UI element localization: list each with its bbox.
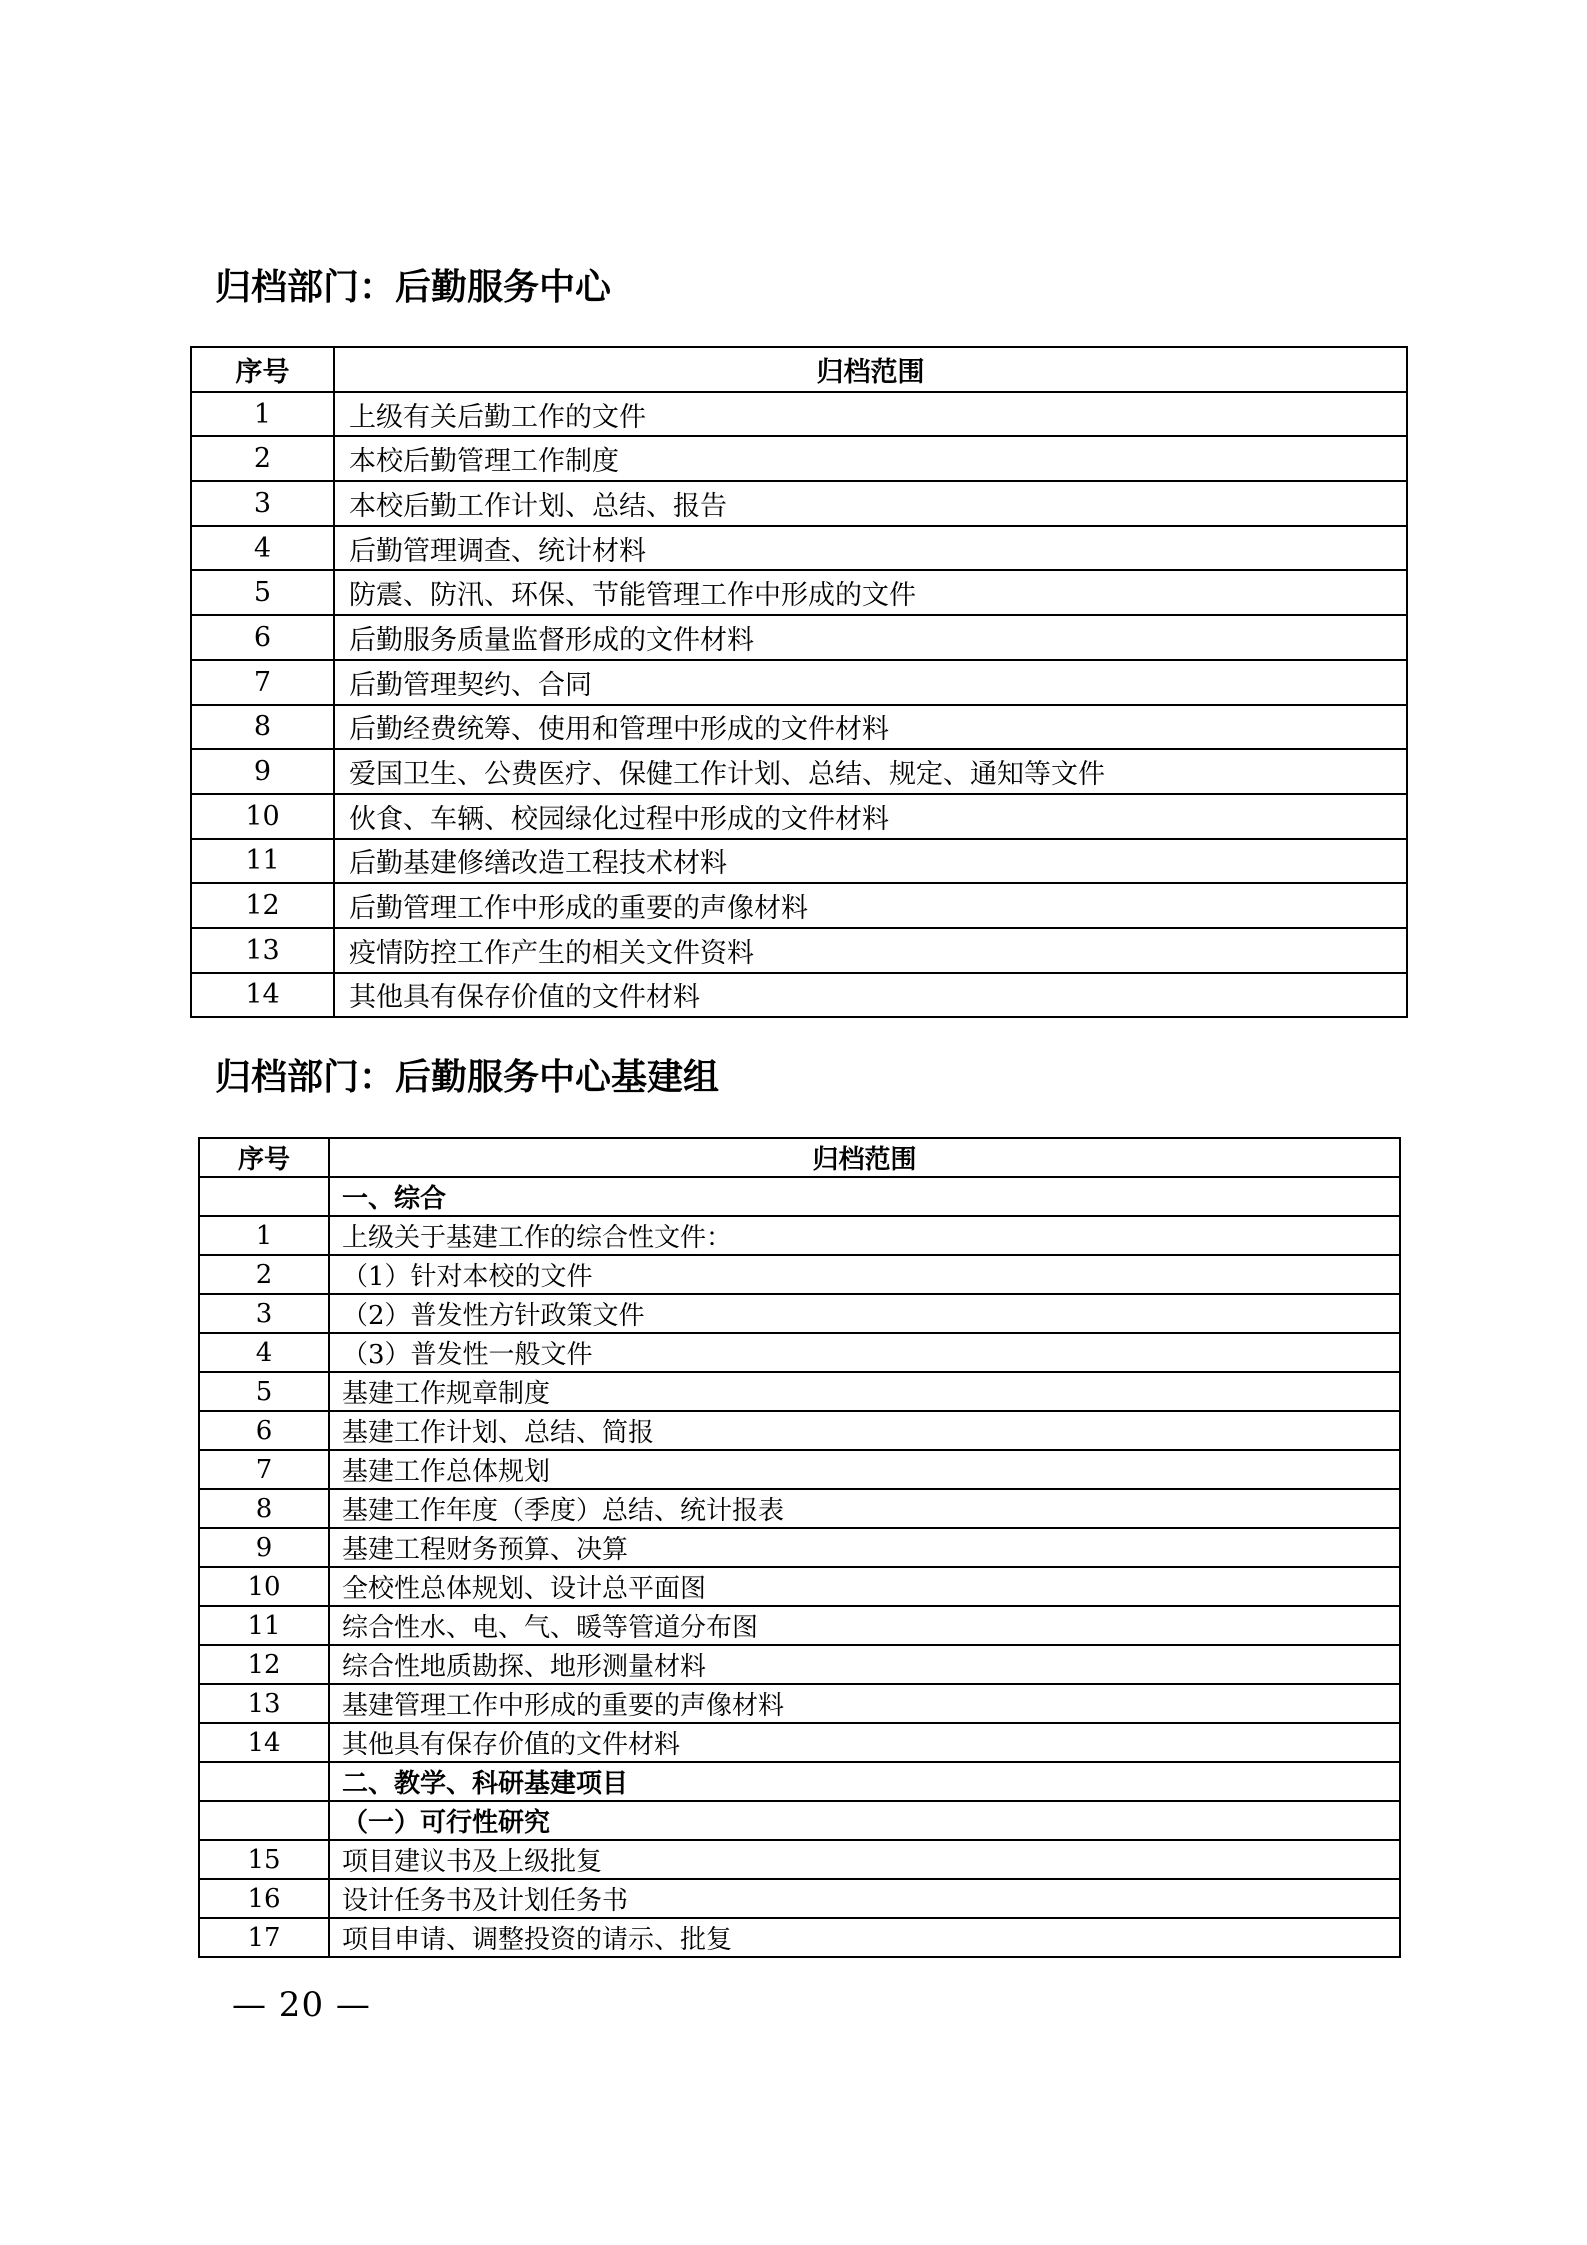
serial-number-cell: 8 xyxy=(199,1489,329,1528)
table-row xyxy=(191,794,1407,839)
serial-number-cell: 9 xyxy=(191,749,334,794)
table-row xyxy=(191,749,1407,794)
table-row xyxy=(199,1255,1400,1294)
table-row xyxy=(199,1333,1400,1372)
serial-number-cell: 14 xyxy=(199,1723,329,1762)
table-row xyxy=(191,839,1407,884)
scope-description-cell: 全校性总体规划、设计总平面图 xyxy=(329,1567,1400,1606)
table-row xyxy=(191,436,1407,481)
scope-description-cell: 防震、防汛、环保、节能管理工作中形成的文件 xyxy=(334,570,1407,615)
scope-description-cell: 基建管理工作中形成的重要的声像材料 xyxy=(329,1684,1400,1723)
scope-description-cell: 基建工作规章制度 xyxy=(329,1372,1400,1411)
table-section-row xyxy=(199,1177,1400,1216)
serial-number-cell: 1 xyxy=(199,1216,329,1255)
table-row xyxy=(199,1372,1400,1411)
scope-description-cell: 综合性水、电、气、暖等管道分布图 xyxy=(329,1606,1400,1645)
table-row xyxy=(191,705,1407,750)
table-row xyxy=(191,615,1407,660)
serial-number-cell: 14 xyxy=(191,973,334,1018)
serial-number-cell: 6 xyxy=(191,615,334,660)
serial-number-cell: 7 xyxy=(191,660,334,705)
scope-description-cell: （2）普发性方针政策文件 xyxy=(329,1294,1400,1333)
table-row xyxy=(191,526,1407,571)
scope-description-cell: 本校后勤工作计划、总结、报告 xyxy=(334,481,1407,526)
column-header-serial: 序号 xyxy=(191,347,334,392)
table-row xyxy=(199,1294,1400,1333)
section-title-cell: 二、教学、科研基建项目 xyxy=(329,1762,1400,1801)
scope-description-cell: 后勤服务质量监督形成的文件材料 xyxy=(334,615,1407,660)
serial-number-cell: 11 xyxy=(191,839,334,884)
scope-description-cell: 其他具有保存价值的文件材料 xyxy=(329,1723,1400,1762)
scope-description-cell: 上级有关后勤工作的文件 xyxy=(334,392,1407,437)
serial-number-cell: 2 xyxy=(191,436,334,481)
scope-description-cell: 疫情防控工作产生的相关文件资料 xyxy=(334,928,1407,973)
serial-number-cell: 1 xyxy=(191,392,334,437)
serial-number-cell: 16 xyxy=(199,1879,329,1918)
scope-description-cell: 后勤管理契约、合同 xyxy=(334,660,1407,705)
column-header-scope: 归档范围 xyxy=(329,1138,1400,1177)
table-row xyxy=(199,1684,1400,1723)
serial-number-cell: 11 xyxy=(199,1606,329,1645)
scope-description-cell: 基建工作年度（季度）总结、统计报表 xyxy=(329,1489,1400,1528)
section-heading-construction-group: 归档部门：后勤服务中心基建组 xyxy=(215,1057,720,1098)
table-row xyxy=(199,1606,1400,1645)
table-row xyxy=(199,1567,1400,1606)
table-row xyxy=(199,1528,1400,1567)
section-title-cell: （一）可行性研究 xyxy=(329,1801,1400,1840)
section-title-cell: 一、综合 xyxy=(329,1177,1400,1216)
serial-number-cell: 3 xyxy=(199,1294,329,1333)
serial-number-cell: 6 xyxy=(199,1411,329,1450)
table-row xyxy=(191,660,1407,705)
serial-number-cell: 5 xyxy=(199,1372,329,1411)
scope-description-cell: 其他具有保存价值的文件材料 xyxy=(334,973,1407,1018)
table-header-row xyxy=(191,347,1407,392)
serial-number-cell: 2 xyxy=(199,1255,329,1294)
serial-number-cell xyxy=(199,1801,329,1840)
table-row xyxy=(199,1840,1400,1879)
scope-description-cell: 爱国卫生、公费医疗、保健工作计划、总结、规定、通知等文件 xyxy=(334,749,1407,794)
serial-number-cell: 12 xyxy=(199,1645,329,1684)
serial-number-cell: 10 xyxy=(199,1567,329,1606)
table-row xyxy=(199,1411,1400,1450)
serial-number-cell: 8 xyxy=(191,705,334,750)
scope-description-cell: 后勤基建修缮改造工程技术材料 xyxy=(334,839,1407,884)
table-row xyxy=(191,570,1407,615)
serial-number-cell: 7 xyxy=(199,1450,329,1489)
serial-number-cell: 9 xyxy=(199,1528,329,1567)
serial-number-cell: 4 xyxy=(191,526,334,571)
table-row xyxy=(199,1918,1400,1957)
serial-number-cell: 13 xyxy=(191,928,334,973)
table-row xyxy=(199,1879,1400,1918)
serial-number-cell xyxy=(199,1177,329,1216)
scope-description-cell: 后勤管理工作中形成的重要的声像材料 xyxy=(334,883,1407,928)
table-row xyxy=(191,928,1407,973)
table-row xyxy=(199,1645,1400,1684)
table-row xyxy=(191,883,1407,928)
scope-description-cell: 项目申请、调整投资的请示、批复 xyxy=(329,1918,1400,1957)
scope-description-cell: 设计任务书及计划任务书 xyxy=(329,1879,1400,1918)
table-row xyxy=(191,973,1407,1018)
archive-scope-table-construction xyxy=(198,1137,1401,1958)
serial-number-cell: 3 xyxy=(191,481,334,526)
scope-description-cell: 基建工作总体规划 xyxy=(329,1450,1400,1489)
scope-description-cell: （1）针对本校的文件 xyxy=(329,1255,1400,1294)
table-header-row xyxy=(199,1138,1400,1177)
scope-description-cell: 基建工作计划、总结、简报 xyxy=(329,1411,1400,1450)
column-header-scope: 归档范围 xyxy=(334,347,1407,392)
serial-number-cell: 10 xyxy=(191,794,334,839)
table-section-row xyxy=(199,1801,1400,1840)
scope-description-cell: 后勤经费统筹、使用和管理中形成的文件材料 xyxy=(334,705,1407,750)
scope-description-cell: 后勤管理调查、统计材料 xyxy=(334,526,1407,571)
scope-description-cell: （3）普发性一般文件 xyxy=(329,1333,1400,1372)
serial-number-cell: 5 xyxy=(191,570,334,615)
table-row xyxy=(191,392,1407,437)
scope-description-cell: 伙食、车辆、校园绿化过程中形成的文件材料 xyxy=(334,794,1407,839)
serial-number-cell: 12 xyxy=(191,883,334,928)
serial-number-cell: 13 xyxy=(199,1684,329,1723)
serial-number-cell: 15 xyxy=(199,1840,329,1879)
page-number: — 20 — xyxy=(232,1985,371,2025)
column-header-serial: 序号 xyxy=(199,1138,329,1177)
table-row xyxy=(199,1216,1400,1255)
serial-number-cell: 4 xyxy=(199,1333,329,1372)
section-heading-logistics-center: 归档部门：后勤服务中心 xyxy=(215,267,612,308)
serial-number-cell xyxy=(199,1762,329,1801)
scope-description-cell: 基建工程财务预算、决算 xyxy=(329,1528,1400,1567)
table-section-row xyxy=(199,1762,1400,1801)
serial-number-cell: 17 xyxy=(199,1918,329,1957)
table-row xyxy=(199,1489,1400,1528)
table-row xyxy=(199,1450,1400,1489)
table-row xyxy=(199,1723,1400,1762)
scope-description-cell: 项目建议书及上级批复 xyxy=(329,1840,1400,1879)
scope-description-cell: 上级关于基建工作的综合性文件： xyxy=(329,1216,1400,1255)
scope-description-cell: 综合性地质勘探、地形测量材料 xyxy=(329,1645,1400,1684)
archive-scope-table-logistics xyxy=(190,346,1408,1018)
scope-description-cell: 本校后勤管理工作制度 xyxy=(334,436,1407,481)
table-row xyxy=(191,481,1407,526)
